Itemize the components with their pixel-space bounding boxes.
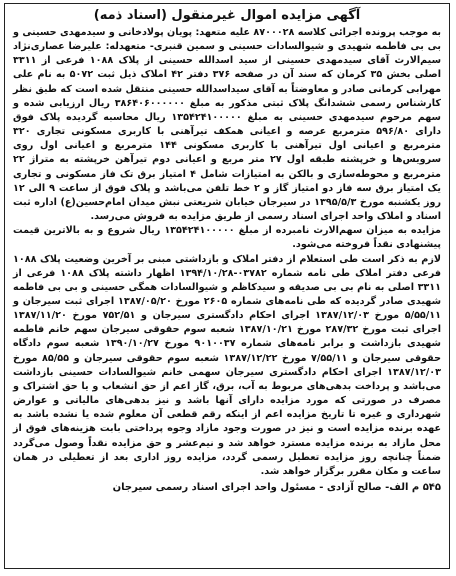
- paragraph-legal-conditions: لازم به ذکر است طی استعلام از دفتر املاک و بازداشتی مبنی بر آخرین وضعیت پلاک ۱۰۸۸ فرعی دفتر املاک طی نامه شماره ۰۳۷۸۲-۱۳۹۴/۱۰/۲۸ اظهار داشته پلاک ۱۰۸۸ فرعی از ۳۳۱۱ اصلی به نام بی بی صدیقه و سیدکاظم و شیوالسادات همگی حسینی و بی بی فاطمه شهیدی صادر گردیده که طی نامه‌های شماره ۲۶۰۵ مورخ ۱۳۸۷/۰۵/۲۰ اجرای ثبت سیرجان و ۵/۵۵/۱۱ مورخ ۱۳۸۷/۱۲/۰۳ اجرای احکام دادگستری سیرجان و ۷۵۲/۵۱ مورخ ۱۳۸۷/۱۱/۲۰ اجرای ثبت مورخ ۲۸۷/۳۲ مورخ ۱۳۸۷/۱۰/۲۱ شعبه سوم حقوقی سیرجان سهم خانم فاطمه شهیدی بازداشت و برابر نامه‌های شماره ۹۰۱۰۰۳۷ مورخ ۱۳۹۰/۱۰/۲۷ شعبه سوم دادگاه حقوقی سیرجان و ۷/۵۵/۱۱ مورخ ۱۳۸۷/۱۲/۲۲ شعبه سوم حقوقی سیرجان و ۸۵/۵۵ مورخ ۱۳۸۷/۱۲/۰۳ اجرای احکام دادگستری سیرجان سهمی خانم شیوالسادات حسینی بازداشت می‌باشد و پرداخت بدهی‌های مربوط به آب، برق، گاز اعم از حق انشعاب و یا حق اشتراک و مصرف در صورتی که مورد مزایده دارای آنها باشد و نیز بدهی‌های مالیاتی و عوارض شهرداری و غیره تا تاریخ مزایده اعم از اینکه رقم قطعی آن معلوم شده یا نشده باشد به عهده برنده مزایده است و نیز در صورت وجود مازاد وجوه پرداختی بابت هزینه‌های فوق از محل مازاد به برنده مزایده مسترد خواهد شد و نیم‌عشر و حق مزایده نقداً وصول می‌گردد ضمناً چنانچه روز مزایده تعطیل رسمی گردد، مزایده روز اداری بعد از تعطیلی در همان ساعت و مکان مقرر برگزار خواهد شد.: [13, 253, 442, 477]
- notice-body: [13, 26, 441, 479]
- paragraph-starting-price: مزایده به میزان سهم‌الارث نامبرده از مبلغ ۱۳۵۴۲۴۱۰۰۰۰۰ ریال شروع و به بالاترین قیمت پیشنهادی نقداً فروخته می‌شود.: [13, 225, 441, 251]
- notice-footer: ۵۴۵ م الف- صالح آزادی - مسئول واحد اجرای اسناد رسمی سیرجان: [112, 482, 441, 493]
- notice-frame: [4, 3, 450, 569]
- notice-title: آگهی مزایده اموال غیرمنقول (اسناد ذمه): [93, 8, 361, 23]
- paragraph-auction-details: به موجب پرونده اجرائی کلاسه ۸۷۰۰۰۲۸ علیه متعهد: پویان پولادخانی و سیدمهدی حسینی و بی بی فاطمه شهیدی و شیوالسادات حسینی و سمین قنبری- متعهدله: علیرضا عصاری‌نژاد سیم‌الارث آقای سیدمهدی حسینی از سید اسدالله حسینی از پلاک ۱۰۸۸ فرعی از ۳۳۱۱ اصلی بخش ۳۵ کرمان که سند آن در صفحه ۳۷۶ دفتر ۴۲ املاک ذیل ثبت ۵۰۷۲ به نام علی مهرابی کرمانی صادر و معاوضتاً به آقای سیداسدالله حسینی منتقل شده است که طبق نظر کارشناس رسمی ششدانگ پلاک ثبتی مذکور به مبلغ ۳۸۶۴۰۶۰۰۰۰۰۰ ریال ارزیابی شده و سهم مرحوم سیدمهدی حسینی به مبلغ ۱۳۵۴۲۴۱۰۰۰۰۰ ریال محاسبه گردیده پلاک فوق دارای ۵۹۶/۸۰ مترمربع عرصه و اعیانی همکف تیرآهنی با کاربری مسکونی تجاری ۳۲۰ مترمربع و اعیانی اول تیرآهنی با کاربری مسکونی ۱۴۴ مترمربع و اعیانی اول روی سرویس‌ها و خرپشته طبقه اول ۲۷ متر مربع و اعیانی دوم تیرآهن خرپشته به متراژ ۲۲ مترمربع و محوطه‌سازی و بالکن به امتیازات شامل ۴ امتیاز برق تک فاز مسکونی و تجاری یک امتیاز برق سه فاز دو امتیاز گاز و ۲ خط تلفن می‌باشد و پلاک فوق از ساعت ۹ الی ۱۲ روز یکشنبه مورخ ۱۳۹۵/۵/۳ در سیرجان خیابان شریعتی نبش میدان امام‌حسین(ع) اداره ثبت اسناد و املاک واحد اجرای اسناد رسمی از طریق مزایده به فروش می‌رسد.: [13, 27, 441, 223]
